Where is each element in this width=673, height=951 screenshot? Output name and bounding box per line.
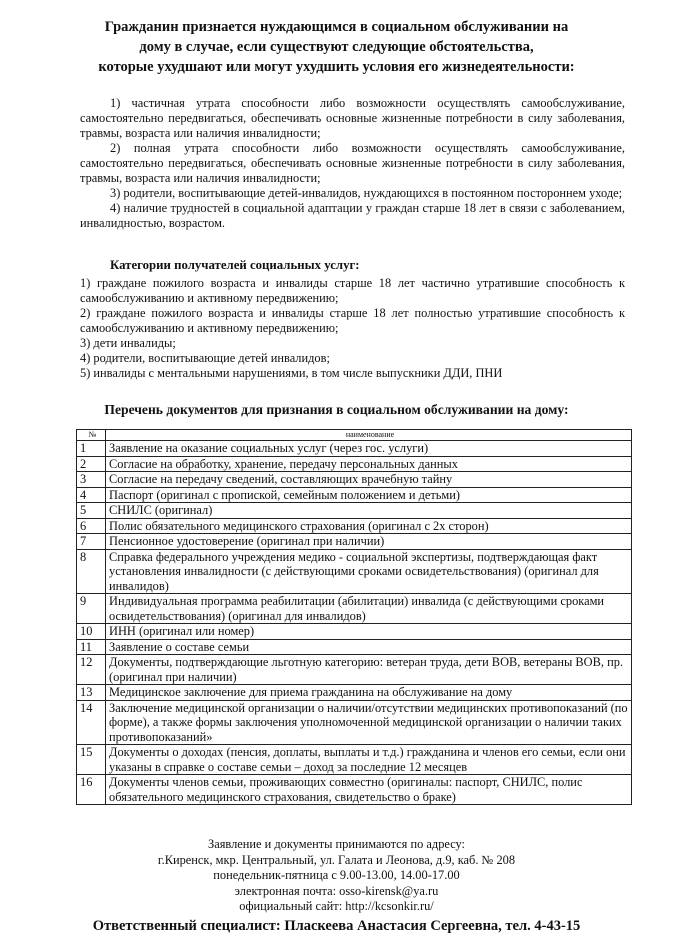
- category-item: 3) дети инвалиды;: [80, 336, 176, 350]
- table-row: [77, 549, 632, 594]
- row-text: Заявление о составе семьи: [106, 639, 632, 655]
- row-number: 8: [77, 549, 106, 594]
- row-text: Заявление на оказание социальных услуг (через гос. услуги): [106, 441, 632, 457]
- circumstance-item: 1) частичная утрата способности либо возможности осуществлять самообслуживание, самостоятельно передвигаться, обеспечивать основные жизненные потребности в силу заболевания, травмы, возраста или наличия инвалидности;: [80, 96, 625, 140]
- row-number: 9: [77, 594, 106, 624]
- row-text: СНИЛС (оригинал): [106, 503, 632, 519]
- footer-hours: понедельник-пятница с 9.00-13.00, 14.00-17.00: [213, 868, 460, 882]
- row-text: Заключение медицинской организации о наличии/отсутствии медицинских противопоказаний (по форме), а также формы заключения уполномоченной медицинской организации о наличии таких противопоказаний»: [106, 700, 632, 745]
- footer-line: Заявление и документы принимаются по адресу:: [207, 837, 466, 851]
- title-line-3: которые ухудшают или могут ухудшить условия его жизнедеятельности:: [98, 59, 575, 75]
- row-number: 12: [77, 655, 106, 685]
- column-header-number: №: [77, 430, 106, 441]
- table-row: [77, 441, 632, 457]
- row-text: Документы о доходах (пенсия, доплаты, выплаты и т.д.) гражданина и членов его семьи, если они указаны в справке о составе семьи – доход за последние 12 месяцев: [106, 745, 632, 775]
- title-line-1: Гражданин признается нуждающимся в социальном обслуживании на: [104, 19, 569, 35]
- row-text: Паспорт (оригинал с пропиской, семейным положением и детьми): [106, 487, 632, 503]
- circumstance-item: 3) родители, воспитывающие детей-инвалидов, нуждающихся в постоянном постороннем уходе;: [110, 186, 623, 200]
- table-row: [77, 655, 632, 685]
- categories-heading: Категории получателей социальных услуг:: [110, 258, 360, 272]
- table-row: [77, 472, 632, 488]
- category-item: 1) граждане пожилого возраста и инвалиды старше 18 лет частично утратившие способность к самообслуживанию и активному передвижению;: [80, 276, 625, 305]
- footer-address: г.Киренск, мкр. Центральный, ул. Галата и Леонова, д.9, каб. № 208: [157, 852, 516, 867]
- table-row: [77, 487, 632, 503]
- row-number: 13: [77, 685, 106, 701]
- row-number: 3: [77, 472, 106, 488]
- row-text: Индивидуальная программа реабилитации (абилитации) инвалида (с действующими сроками освидетельствования) (оригинал для инвалидов): [106, 594, 632, 624]
- row-number: 6: [77, 518, 106, 534]
- responsible-specialist: Ответственный специалист: Пласкеева Анастасия Сергеевна, тел. 4-43-15: [92, 918, 581, 934]
- footer-website: официальный сайт: http://kcsonkir.ru/: [239, 899, 434, 913]
- category-item: 4) родители, воспитывающие детей инвалидов;: [80, 351, 330, 365]
- table-row: [77, 624, 632, 640]
- table-row: [77, 685, 632, 701]
- table-row: [77, 700, 632, 745]
- row-text: Документы членов семьи, проживающих совместно (оригиналы: паспорт, СНИЛС, полис обязательного медицинского страхования, свидетельство о браке): [106, 775, 632, 805]
- row-text: Полис обязательного медицинского страхования (оригинал с 2х сторон): [106, 518, 632, 534]
- row-text: Согласие на обработку, хранение, передачу персональных данных: [106, 456, 632, 472]
- table-row: [77, 456, 632, 472]
- table-row: [77, 745, 632, 775]
- row-number: 10: [77, 624, 106, 640]
- row-number: 11: [77, 639, 106, 655]
- table-row: [77, 518, 632, 534]
- row-number: 4: [77, 487, 106, 503]
- row-text: Согласие на передачу сведений, составляющих врачебную тайну: [106, 472, 632, 488]
- row-text: Справка федерального учреждения медико - социальной экспертизы, подтверждающая факт установления инвалидности (с действующими сроками освидетельствования) (оригинал для инвалидов): [106, 549, 632, 594]
- title-line-2: дому в случае, если существуют следующие обстоятельства,: [139, 39, 534, 55]
- table-row: [77, 534, 632, 550]
- contact-info: [0, 837, 673, 915]
- category-item: 2) граждане пожилого возраста и инвалиды старше 18 лет полностью утратившие способность к самообслуживанию и активному передвижению;: [80, 306, 625, 335]
- row-number: 5: [77, 503, 106, 519]
- row-number: 7: [77, 534, 106, 550]
- row-number: 16: [77, 775, 106, 805]
- row-number: 15: [77, 745, 106, 775]
- page-title: [40, 17, 633, 77]
- category-item: 5) инвалиды с ментальными нарушениями, в том числе выпускники ДДИ, ПНИ: [80, 366, 503, 380]
- table-header-row: [77, 430, 632, 441]
- row-number: 14: [77, 700, 106, 745]
- row-text: ИНН (оригинал или номер): [106, 624, 632, 640]
- documents-table: [76, 429, 632, 805]
- circumstances-list: [80, 96, 625, 231]
- circumstance-item: 4) наличие трудностей в социальной адаптации у граждан старше 18 лет в связи с заболеванием, инвалидностью, возрастом.: [80, 201, 625, 230]
- footer-email: электронная почта: osso-kirensk@ya.ru: [234, 883, 439, 898]
- row-text: Пенсионное удостоверение (оригинал при наличии): [106, 534, 632, 550]
- row-number: 1: [77, 441, 106, 457]
- documents-heading: Перечень документов для признания в социальном обслуживании на дому:: [104, 402, 569, 417]
- table-row: [77, 503, 632, 519]
- table-row: [77, 775, 632, 805]
- row-number: 2: [77, 456, 106, 472]
- row-text: Медицинское заключение для приема гражданина на обслуживание на дому: [106, 685, 632, 701]
- table-row: [77, 594, 632, 624]
- column-header-name: наименование: [106, 430, 632, 441]
- categories-list: [80, 276, 625, 381]
- table-row: [77, 639, 632, 655]
- circumstance-item: 2) полная утрата способности либо возможности осуществлять самообслуживание, самостоятельно передвигаться, обеспечивать основные жизненные потребности в силу заболевания, травмы, возраста или наличия инвалидности;: [80, 141, 625, 185]
- row-text: Документы, подтверждающие льготную категорию: ветеран труда, дети ВОВ, ветераны ВОВ, пр. (оригинал при наличии): [106, 655, 632, 685]
